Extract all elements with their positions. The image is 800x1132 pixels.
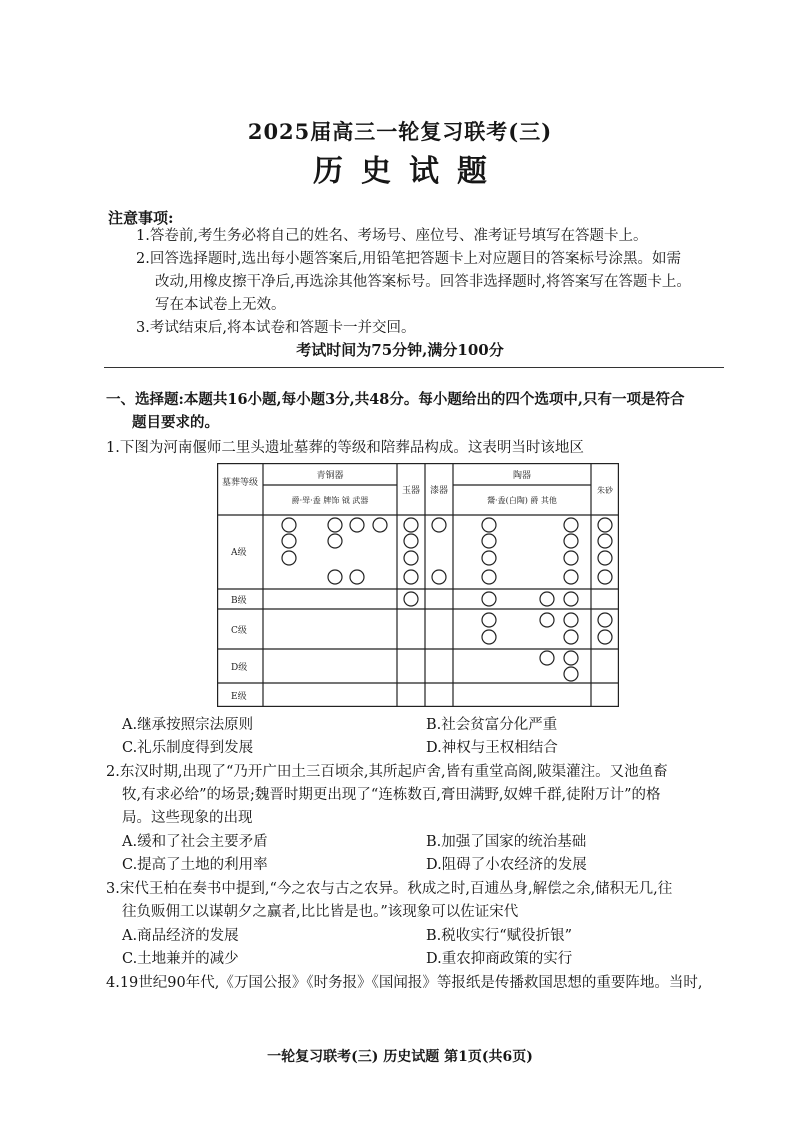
notice-item-2-cont: 改动,用橡皮擦干净后,再选涂其他答案标号。回答非选择题时,将答案写在答题卡上。 — [155, 274, 691, 290]
artifact-circle — [598, 551, 612, 565]
artifact-circle — [282, 518, 296, 532]
artifact-circle — [432, 570, 446, 584]
question-2-stem-1: 2.东汉时期,出现了“乃开广田土三百顷余,其所起庐舍,皆有重堂高阁,陂渠灌注。又池鱼畜 — [106, 764, 668, 780]
notice-heading: 注意事项: — [108, 209, 174, 227]
artifact-circle — [404, 551, 418, 565]
notice-item-1: 1.答卷前,考生务必将自己的姓名、考场号、座位号、准考证号填写在答题卡上。 — [136, 228, 648, 244]
artifact-circle — [328, 570, 342, 584]
row-c-label: C级 — [231, 626, 247, 636]
artifact-circle — [328, 518, 342, 532]
artifact-circle — [373, 518, 387, 532]
artifact-circle — [404, 534, 418, 548]
section-1-heading: 一、选择题:本题共16小题,每小题3分,共48分。每小题给出的四个选项中,只有一项是符合 — [106, 391, 685, 408]
q3-option-c: C.土地兼并的减少 — [122, 951, 239, 967]
artifact-circle — [482, 630, 496, 644]
artifact-circle — [564, 613, 578, 627]
row-d-label: D级 — [231, 663, 248, 673]
head-cinnabar: 朱砂 — [597, 486, 613, 495]
q1-option-d: D.神权与王权相结合 — [426, 740, 558, 756]
artifact-circle — [482, 592, 496, 606]
notice-item-2: 2.回答选择题时,选出每小题答案后,用铅笔把答题卡上对应题目的答案标号涂黑。如需 — [136, 251, 682, 267]
burial-goods-table — [217, 463, 619, 707]
q2-option-b: B.加强了国家的统治基础 — [426, 834, 587, 850]
q1-option-c: C.礼乐制度得到发展 — [122, 740, 254, 756]
artifact-circle — [564, 651, 578, 665]
section-1-heading-cont: 题目要求的。 — [132, 414, 219, 431]
question-3-stem-1: 3.宋代王柏在奏书中提到,“今之农与古之农异。秋成之时,百逋丛身,解偿之余,储积无几,往 — [106, 881, 673, 897]
header-divider — [104, 367, 724, 368]
artifact-circle — [482, 534, 496, 548]
question-2-stem-3: 局。这些现象的出现 — [122, 810, 253, 826]
head-bronze: 青铜器 — [316, 471, 344, 481]
artifact-circle — [350, 518, 364, 532]
question-3-stem-2: 往负贩佣工以谋朝夕之赢者,比比皆是也。”该现象可以佐证宋代 — [122, 904, 519, 920]
q1-option-a: A.继承按照宗法原则 — [122, 717, 254, 733]
artifact-circle — [564, 592, 578, 606]
artifact-circle — [482, 518, 496, 532]
artifact-circle — [540, 651, 554, 665]
artifact-circle — [564, 551, 578, 565]
row-b-label: B级 — [231, 596, 247, 606]
burial-goods-table-graphic — [217, 463, 619, 707]
artifact-circle — [564, 570, 578, 584]
artifact-circle — [282, 534, 296, 548]
head-bronze-sub: 爵·斝·盉 牌饰 钺 武器 — [291, 496, 369, 505]
q2-option-c: C.提高了土地的利用率 — [122, 857, 268, 873]
head-pottery: 陶器 — [512, 471, 532, 481]
artifact-circle — [404, 518, 418, 532]
q3-option-a: A.商品经济的发展 — [122, 928, 239, 944]
row-e-label: E级 — [231, 692, 247, 702]
artifact-circle — [482, 570, 496, 584]
artifact-circle — [598, 518, 612, 532]
head-grade: 墓葬等级 — [221, 478, 259, 488]
artifact-circle — [598, 630, 612, 644]
subject-title: 历史试题 — [313, 154, 505, 189]
notice-item-3: 3.考试结束后,将本试卷和答题卡一并交回。 — [136, 320, 416, 336]
artifact-circle — [282, 551, 296, 565]
artifact-circle — [564, 534, 578, 548]
head-pottery-sub: 鬶·盉(白陶) 爵 其他 — [487, 496, 557, 505]
artifact-circle — [564, 667, 578, 681]
question-4-stem: 4.19世纪90年代,《万国公报》《时务报》《国闻报》等报纸是传播救国思想的重要阵地。当时, — [106, 975, 703, 991]
artifact-circle — [404, 570, 418, 584]
exam-series-title: 2025届高三一轮复习联考(三) — [247, 119, 553, 144]
artifact-circle — [564, 518, 578, 532]
page-footer: 一轮复习联考(三) 历史试题 第1页(共6页) — [267, 1049, 533, 1065]
head-lacquer: 漆器 — [429, 486, 449, 496]
exam-time-info: 考试时间为75分钟,满分100分 — [296, 341, 504, 359]
q2-option-d: D.阻碍了小农经济的发展 — [426, 857, 587, 873]
artifact-circle — [598, 613, 612, 627]
artifact-circle — [564, 630, 578, 644]
artifact-circle — [482, 613, 496, 627]
artifact-circle — [328, 534, 342, 548]
head-jade: 玉器 — [401, 486, 421, 496]
artifact-circle — [432, 518, 446, 532]
question-1-stem: 1.下图为河南偃师二里头遗址墓葬的等级和陪葬品构成。这表明当时该地区 — [106, 440, 584, 456]
artifact-circle — [350, 570, 364, 584]
artifact-circle — [540, 613, 554, 627]
artifact-circle — [598, 534, 612, 548]
artifact-circle — [540, 592, 554, 606]
question-2-stem-2: 牧,有求必给”的场景;魏晋时期更出现了“连栋数百,膏田满野,奴婢千群,徒附万计”的格 — [122, 787, 661, 803]
q3-option-d: D.重农抑商政策的实行 — [426, 951, 573, 967]
q1-option-b: B.社会贫富分化严重 — [426, 717, 558, 733]
notice-item-2-end: 写在本试卷上无效。 — [155, 297, 286, 313]
artifact-circle — [404, 592, 418, 606]
q3-option-b: B.税收实行“赋役折银” — [426, 928, 573, 944]
q2-option-a: A.缓和了社会主要矛盾 — [122, 834, 268, 850]
artifact-circle — [482, 551, 496, 565]
row-a-label: A级 — [231, 548, 247, 558]
artifact-circles — [282, 518, 612, 681]
artifact-circle — [598, 570, 612, 584]
